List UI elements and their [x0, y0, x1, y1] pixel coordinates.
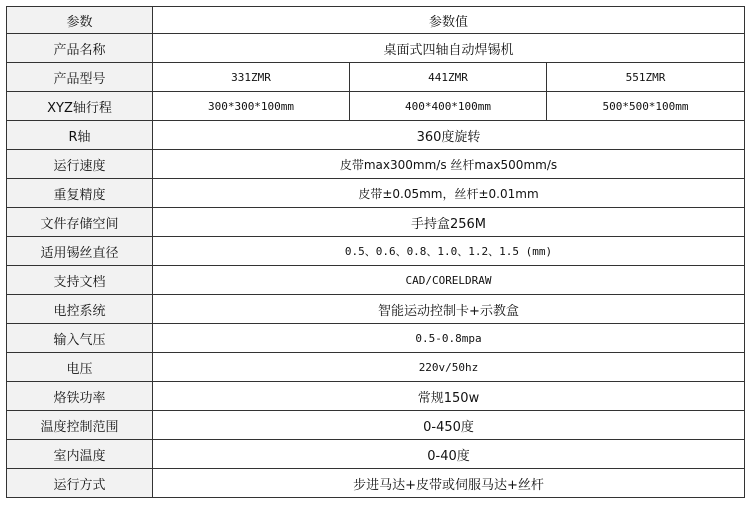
table-row — [7, 34, 745, 63]
row-label: 支持文档 — [7, 266, 153, 295]
table-row — [7, 266, 745, 295]
row-value: 300*300*100mm — [153, 92, 350, 121]
row-value: 皮带max300mm/s 丝杆max500mm/s — [153, 150, 745, 179]
row-value: 0.5、0.6、0.8、1.0、1.2、1.5 (mm) — [153, 237, 745, 266]
row-label: 电控系统 — [7, 295, 153, 324]
row-value: 0-450度 — [153, 411, 745, 440]
table-row — [7, 179, 745, 208]
table-row — [7, 63, 745, 92]
row-label: 温度控制范围 — [7, 411, 153, 440]
table-row — [7, 208, 745, 237]
row-label: 产品型号 — [7, 63, 153, 92]
table-row — [7, 324, 745, 353]
spec-table-container — [6, 6, 744, 498]
row-value: 400*400*100mm — [350, 92, 547, 121]
table-row — [7, 440, 745, 469]
spec-table — [6, 6, 745, 498]
table-row — [7, 237, 745, 266]
table-row — [7, 295, 745, 324]
row-value: 220v/50hz — [153, 353, 745, 382]
table-row — [7, 92, 745, 121]
row-label: 运行方式 — [7, 469, 153, 498]
header-param: 参数 — [7, 7, 153, 34]
header-value: 参数值 — [153, 7, 745, 34]
row-label: 运行速度 — [7, 150, 153, 179]
row-value: 桌面式四轴自动焊锡机 — [153, 34, 745, 63]
row-label: 室内温度 — [7, 440, 153, 469]
row-label: 适用锡丝直径 — [7, 237, 153, 266]
row-value: 331ZMR — [153, 63, 350, 92]
row-value: CAD/CORELDRAW — [153, 266, 745, 295]
row-label: R轴 — [7, 121, 153, 150]
row-value: 手持盒256M — [153, 208, 745, 237]
row-value: 步进马达+皮带或伺服马达+丝杆 — [153, 469, 745, 498]
row-label: 电压 — [7, 353, 153, 382]
row-value: 智能运动控制卡+示教盒 — [153, 295, 745, 324]
row-label: 产品名称 — [7, 34, 153, 63]
row-label: XYZ轴行程 — [7, 92, 153, 121]
table-header-row — [7, 7, 745, 34]
row-value: 0.5-0.8mpa — [153, 324, 745, 353]
table-row — [7, 121, 745, 150]
table-row — [7, 411, 745, 440]
row-label: 输入气压 — [7, 324, 153, 353]
row-label: 重复精度 — [7, 179, 153, 208]
row-label: 烙铁功率 — [7, 382, 153, 411]
row-label: 文件存储空间 — [7, 208, 153, 237]
table-row — [7, 469, 745, 498]
table-row — [7, 353, 745, 382]
row-value: 360度旋转 — [153, 121, 745, 150]
table-row — [7, 150, 745, 179]
row-value: 441ZMR — [350, 63, 547, 92]
row-value: 551ZMR — [547, 63, 745, 92]
row-value: 0-40度 — [153, 440, 745, 469]
row-value: 500*500*100mm — [547, 92, 745, 121]
row-value: 常规150w — [153, 382, 745, 411]
table-row — [7, 382, 745, 411]
row-value: 皮带±0.05mm，丝杆±0.01mm — [153, 179, 745, 208]
